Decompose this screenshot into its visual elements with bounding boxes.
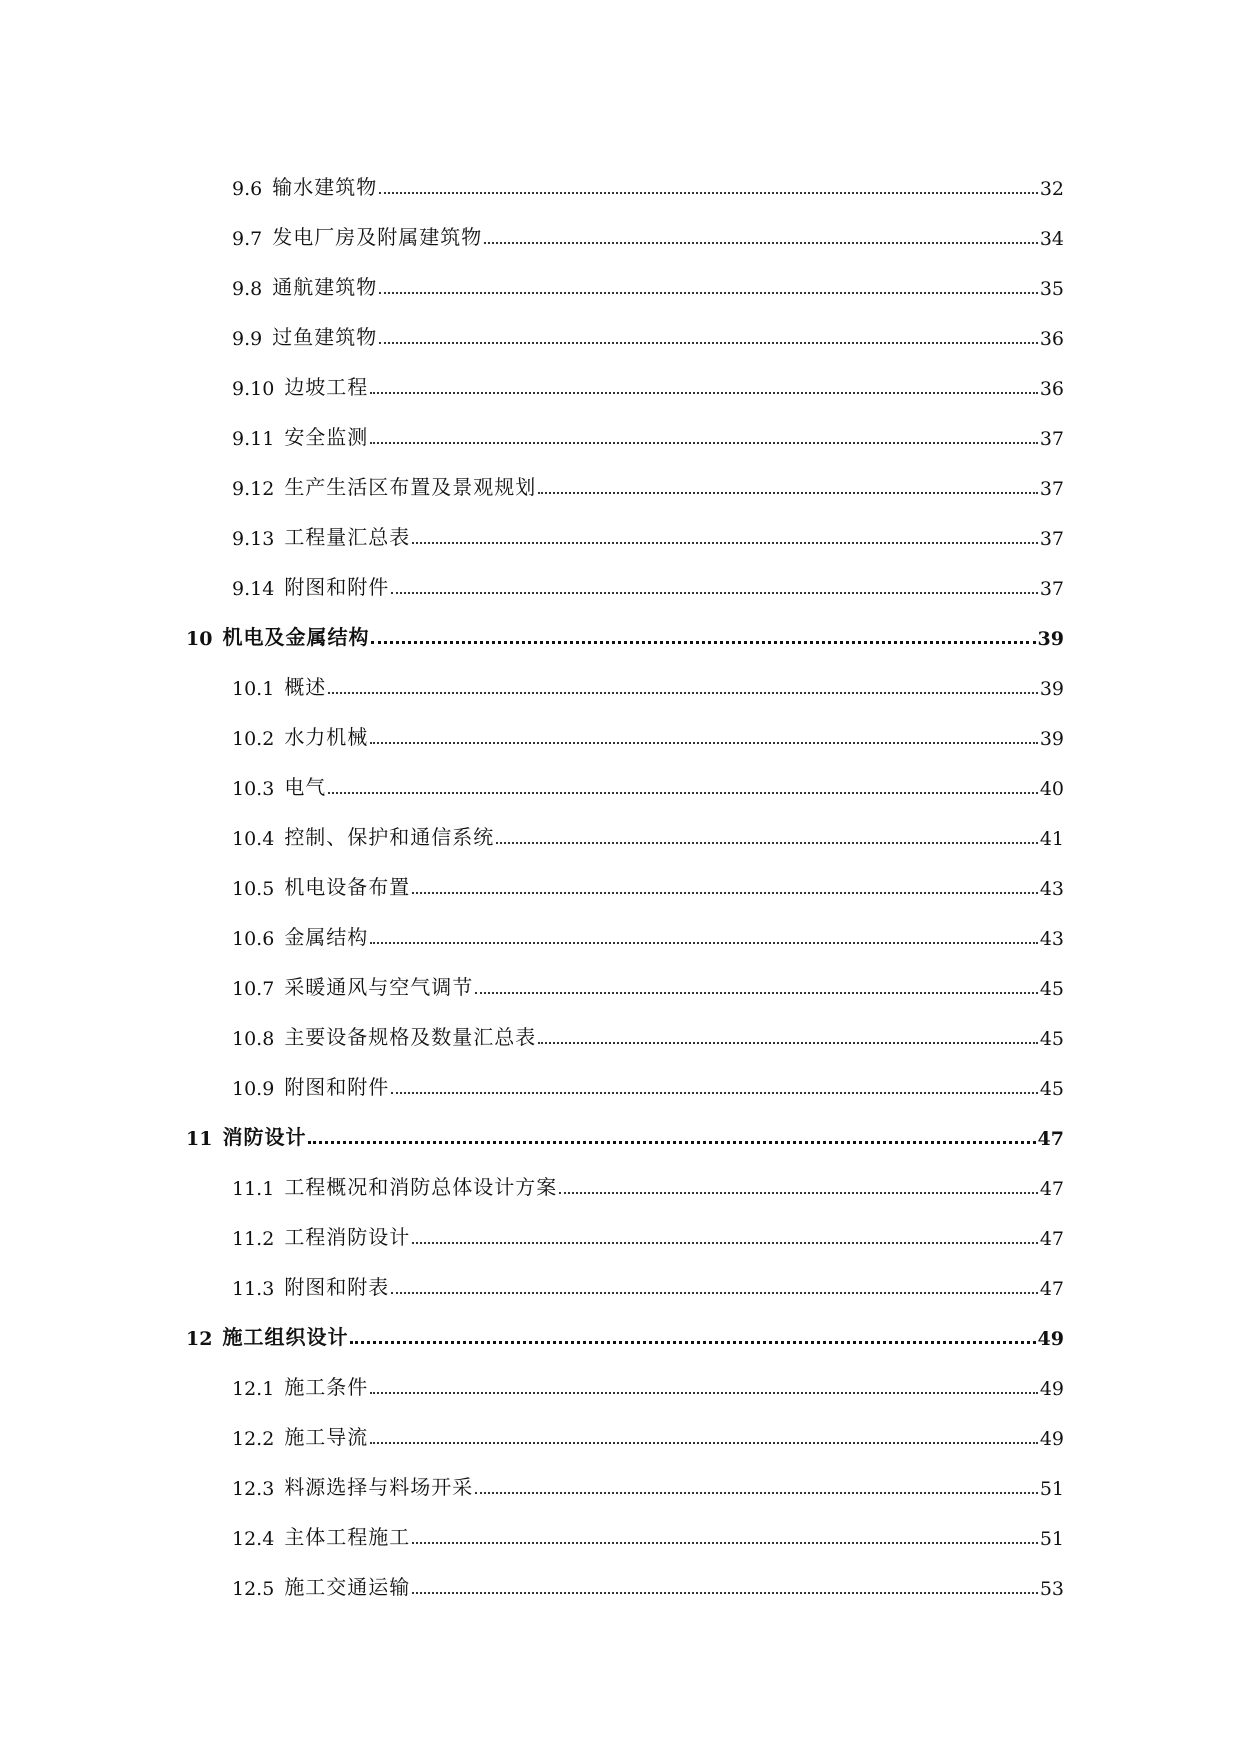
toc-entry[interactable] [0, 914, 1241, 950]
toc-entry-page: 39 [1039, 678, 1064, 700]
toc-entry[interactable] [0, 314, 1241, 350]
toc-entry-title: 施工组织设计 [222, 1325, 349, 1349]
toc-entry-title: 施工导流 [284, 1425, 369, 1449]
toc-entry-number: 11.3 [232, 1278, 275, 1300]
toc-entry-title: 发电厂房及附属建筑物 [272, 225, 483, 249]
toc-entry[interactable] [0, 864, 1241, 900]
dot-leader [412, 542, 1038, 544]
toc-entry-page: 47 [1039, 1178, 1064, 1200]
toc-entry-title: 施工交通运输 [284, 1575, 411, 1599]
dot-leader [370, 1442, 1038, 1444]
toc-entry-number: 10.6 [232, 928, 275, 950]
toc-entry-page: 45 [1039, 978, 1064, 1000]
toc-entry-title: 附图和附件 [284, 575, 390, 599]
toc-entry-number: 12.4 [232, 1528, 275, 1550]
toc-entry-page: 40 [1039, 778, 1064, 800]
toc-entry-page: 49 [1039, 1428, 1064, 1450]
toc-entry-number: 10 [186, 628, 213, 650]
toc-entry-number: 9.10 [232, 378, 275, 400]
toc-entry-title: 水力机械 [284, 725, 369, 749]
dot-leader [391, 592, 1038, 594]
toc-entry[interactable] [0, 214, 1241, 250]
toc-entry-title: 概述 [284, 675, 327, 699]
dot-leader [496, 842, 1038, 844]
dot-leader [559, 1192, 1038, 1194]
toc-entry[interactable] [0, 1214, 1241, 1250]
toc-entry-title: 料源选择与料场开采 [284, 1475, 474, 1499]
toc-entry-title: 边坡工程 [284, 375, 369, 399]
toc-entry[interactable] [0, 664, 1241, 700]
toc-entry-number: 10.7 [232, 978, 275, 1000]
toc-entry-page: 43 [1039, 878, 1064, 900]
toc-entry[interactable] [0, 1014, 1241, 1050]
toc-entry-title: 安全监测 [284, 425, 369, 449]
toc-entry-number: 11 [186, 1128, 213, 1150]
toc-entry-page: 34 [1039, 228, 1064, 250]
toc-entry-title: 工程量汇总表 [284, 525, 411, 549]
toc-entry-title: 主要设备规格及数量汇总表 [284, 1025, 537, 1049]
toc-entry[interactable] [0, 1164, 1241, 1200]
toc-entry-page: 45 [1039, 1078, 1064, 1100]
toc-entry-page: 37 [1039, 528, 1064, 550]
toc-entry-page: 37 [1039, 578, 1064, 600]
toc-entry-title: 工程概况和消防总体设计方案 [284, 1175, 558, 1199]
dot-leader [328, 692, 1038, 694]
toc-entry-page: 45 [1039, 1028, 1064, 1050]
toc-entry-title: 控制、保护和通信系统 [284, 825, 495, 849]
toc-entry[interactable] [0, 414, 1241, 450]
toc-entry-title: 消防设计 [222, 1125, 307, 1149]
toc-entry-page: 32 [1039, 178, 1064, 200]
dot-leader [379, 292, 1038, 294]
dot-leader [370, 1392, 1038, 1394]
toc-chapter[interactable] [0, 1314, 1241, 1350]
toc-entry-page: 35 [1039, 278, 1064, 300]
toc-entry-number: 9.11 [232, 428, 275, 450]
toc-entry-title: 附图和附件 [284, 1075, 390, 1099]
toc-entry-number: 10.1 [232, 678, 275, 700]
toc-entry-page: 47 [1039, 1278, 1064, 1300]
toc-entry-number: 12.5 [232, 1578, 275, 1600]
dot-leader [475, 992, 1038, 994]
toc-entry-number: 9.12 [232, 478, 275, 500]
toc-entry-title: 附图和附表 [284, 1275, 390, 1299]
toc-entry-page: 47 [1037, 1128, 1064, 1150]
toc-entry-number: 10.5 [232, 878, 275, 900]
toc-entry-number: 9.6 [232, 178, 263, 200]
toc-entry-number: 9.8 [232, 278, 263, 300]
toc-entry[interactable] [0, 464, 1241, 500]
toc-entry[interactable] [0, 814, 1241, 850]
toc-entry-page: 49 [1039, 1378, 1064, 1400]
dot-leader [379, 192, 1038, 194]
toc-entry-number: 12.1 [232, 1378, 275, 1400]
toc-entry-title: 机电及金属结构 [222, 625, 370, 649]
toc-entry-page: 43 [1039, 928, 1064, 950]
toc-entry[interactable] [0, 514, 1241, 550]
toc-entry-page: 49 [1037, 1328, 1064, 1350]
toc-entry[interactable] [0, 364, 1241, 400]
toc-entry-page: 36 [1039, 378, 1064, 400]
toc-entry[interactable] [0, 1564, 1241, 1600]
dot-leader [391, 1092, 1038, 1094]
dot-leader [475, 1492, 1038, 1494]
toc-entry-page: 36 [1039, 328, 1064, 350]
toc-entry-number: 10.9 [232, 1078, 275, 1100]
toc-entry-page: 39 [1039, 728, 1064, 750]
dot-leader [412, 1592, 1038, 1594]
toc-entry-number: 10.3 [232, 778, 275, 800]
toc-entry-page: 53 [1039, 1578, 1064, 1600]
dot-leader [371, 641, 1035, 644]
toc-entry-title: 主体工程施工 [284, 1525, 411, 1549]
toc-entry[interactable] [0, 264, 1241, 300]
toc-entry-number: 12.3 [232, 1478, 275, 1500]
toc-entry-number: 11.2 [232, 1228, 275, 1250]
dot-leader [370, 942, 1038, 944]
toc-entry-number: 9.9 [232, 328, 263, 350]
toc-entry[interactable] [0, 1514, 1241, 1550]
toc-entry-number: 12.2 [232, 1428, 275, 1450]
toc-entry-page: 39 [1037, 628, 1064, 650]
toc-entry-number: 10.4 [232, 828, 275, 850]
dot-leader [484, 242, 1038, 244]
toc-entry[interactable] [0, 964, 1241, 1000]
toc-entry-page: 37 [1039, 428, 1064, 450]
toc-entry-number: 9.13 [232, 528, 275, 550]
toc-entry-number: 10.8 [232, 1028, 275, 1050]
toc-entry-title: 机电设备布置 [284, 875, 411, 899]
toc-entry-number: 9.14 [232, 578, 275, 600]
toc-entry-title: 生产生活区布置及景观规划 [284, 475, 537, 499]
toc-entry-number: 11.1 [232, 1178, 275, 1200]
toc-entry-title: 采暖通风与空气调节 [284, 975, 474, 999]
dot-leader [308, 1141, 1035, 1144]
toc-entry-number: 10.2 [232, 728, 275, 750]
toc-entry[interactable] [0, 164, 1241, 200]
toc-entry-title: 过鱼建筑物 [272, 325, 378, 349]
dot-leader [328, 792, 1038, 794]
toc-entry[interactable] [0, 764, 1241, 800]
dot-leader [370, 742, 1038, 744]
toc-entry-title: 工程消防设计 [284, 1225, 411, 1249]
dot-leader [391, 1292, 1038, 1294]
toc-entry-title: 通航建筑物 [272, 275, 378, 299]
toc-chapter[interactable] [0, 1114, 1241, 1150]
toc-entry-title: 电气 [284, 775, 327, 799]
dot-leader [538, 492, 1038, 494]
toc-entry-number: 9.7 [232, 228, 263, 250]
dot-leader [379, 342, 1038, 344]
toc-entry-page: 51 [1039, 1478, 1064, 1500]
dot-leader [350, 1341, 1035, 1344]
dot-leader [538, 1042, 1038, 1044]
toc-entry-page: 51 [1039, 1528, 1064, 1550]
toc-entry[interactable] [0, 1414, 1241, 1450]
toc-chapter[interactable] [0, 614, 1241, 650]
toc-entry[interactable] [0, 1364, 1241, 1400]
dot-leader [412, 892, 1038, 894]
dot-leader [370, 442, 1038, 444]
toc-entry-page: 41 [1039, 828, 1064, 850]
toc-entry[interactable] [0, 714, 1241, 750]
dot-leader [412, 1542, 1038, 1544]
dot-leader [370, 392, 1038, 394]
toc-entry-number: 12 [186, 1328, 213, 1350]
toc-entry[interactable] [0, 564, 1241, 600]
toc-entry-page: 37 [1039, 478, 1064, 500]
dot-leader [412, 1242, 1038, 1244]
toc-entry[interactable] [0, 1264, 1241, 1300]
toc-entry[interactable] [0, 1464, 1241, 1500]
toc-entry-title: 施工条件 [284, 1375, 369, 1399]
toc-entry-title: 金属结构 [284, 925, 369, 949]
toc-entry[interactable] [0, 1064, 1241, 1100]
toc-entry-page: 47 [1039, 1228, 1064, 1250]
toc-entry-title: 输水建筑物 [272, 175, 378, 199]
